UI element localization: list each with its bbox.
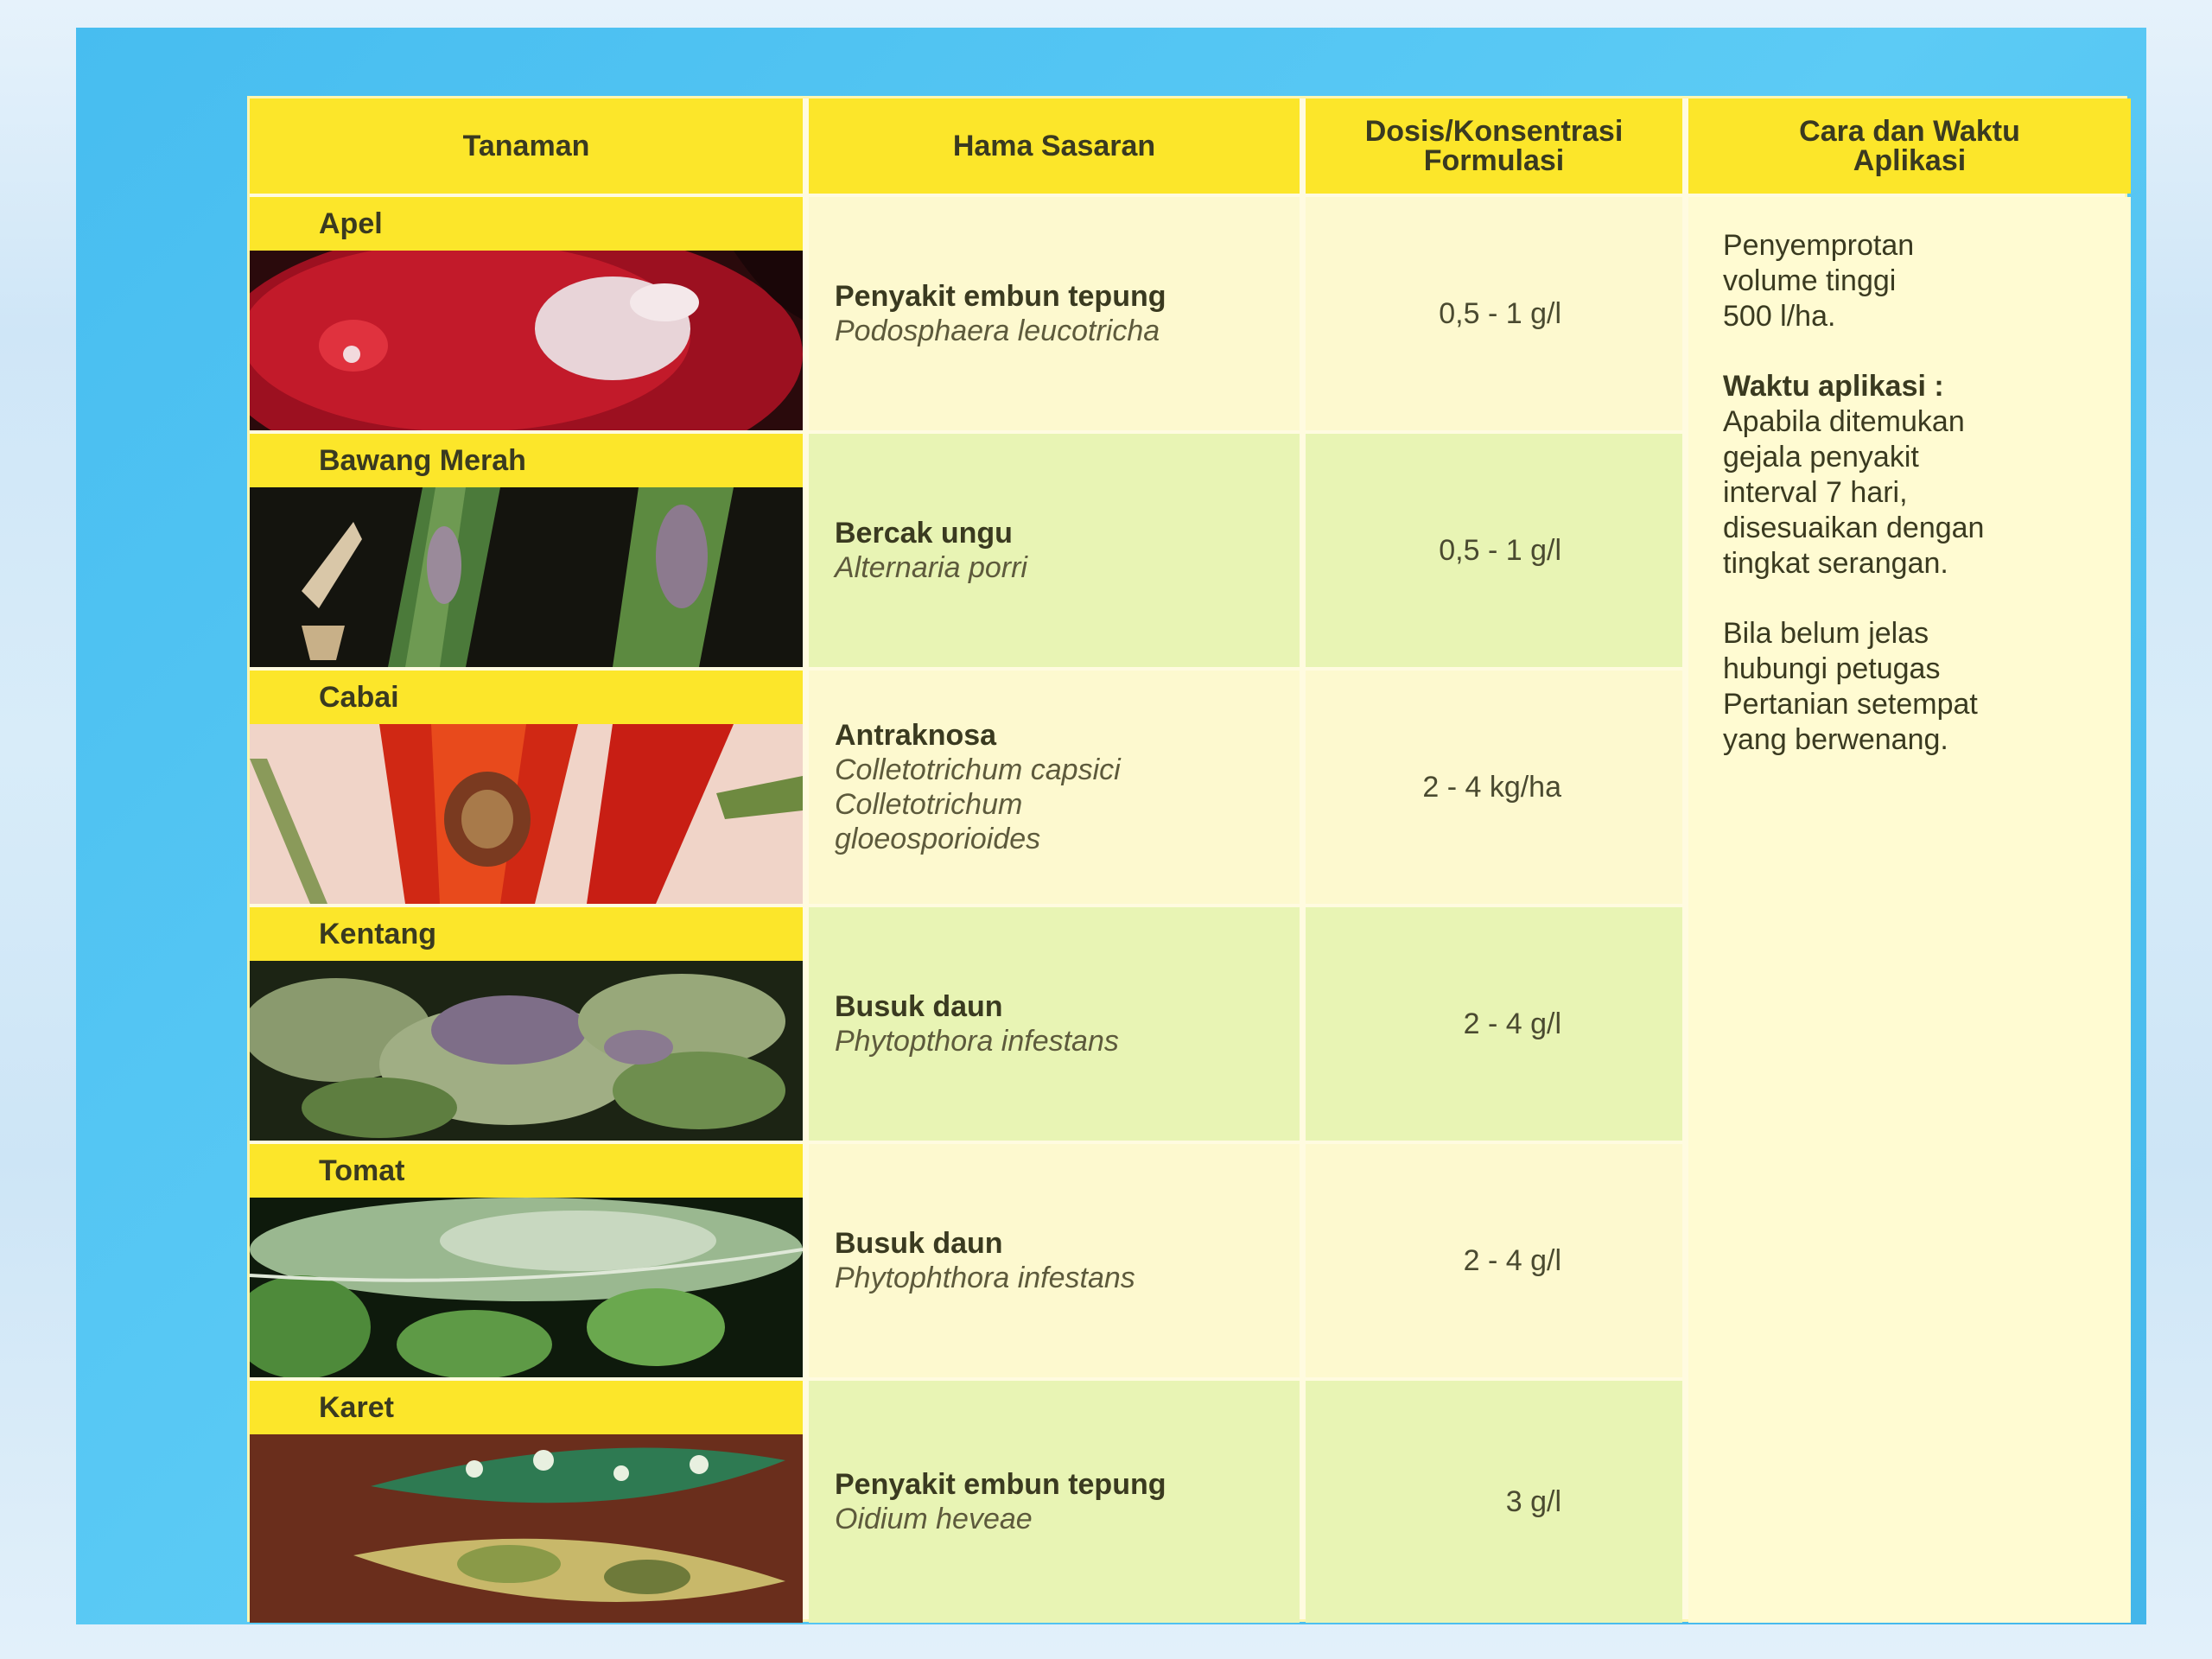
- timing-text: Apabila ditemukan gejala penyakit interval 7 hari, disesuaikan dengan tingkat serangan.: [1723, 405, 1985, 580]
- pest-scientific-name: Colletotrichum capsici: [835, 753, 1121, 786]
- dose-cell: [1306, 671, 1682, 904]
- timing-label: Waktu aplikasi :: [1723, 370, 1944, 403]
- dose-value: 2 - 4 g/l: [1463, 1007, 1561, 1040]
- pesticide-table: [250, 99, 2125, 1619]
- pest-scientific-name: gloeosporioides: [835, 823, 1041, 855]
- pest-cell: [809, 1144, 1300, 1377]
- crop-name: Bawang Merah: [250, 434, 803, 487]
- application-method-cell: [1688, 197, 2131, 1623]
- header-dose: Dosis/Konsentrasi Formulasi: [1306, 99, 1682, 194]
- pest-scientific-name: Alternaria porri: [835, 551, 1027, 584]
- crop-cell-karet: [250, 1381, 803, 1623]
- pest-cell: [809, 1381, 1300, 1623]
- dose-cell: [1306, 1144, 1682, 1377]
- pest-scientific-name: Phytopthora infestans: [835, 1025, 1119, 1058]
- crop-name: Tomat: [250, 1144, 803, 1198]
- rubber-leaf-photo: [250, 1434, 803, 1623]
- slide-frame: [76, 28, 2146, 1624]
- crop-cell-apel: [250, 197, 803, 430]
- pest-scientific-name: Phytophthora infestans: [835, 1262, 1135, 1294]
- pest-cell: [809, 197, 1300, 430]
- dose-value: 3 g/l: [1505, 1484, 1561, 1518]
- pest-common-name: Busuk daun: [835, 990, 1003, 1023]
- pest-scientific-name: Podosphaera leucotricha: [835, 315, 1160, 347]
- pest-common-name: Bercak ungu: [835, 517, 1013, 550]
- dose-cell: [1306, 1381, 1682, 1623]
- crop-cell-cabai: [250, 671, 803, 904]
- dose-value: 2 - 4 kg/ha: [1422, 770, 1561, 804]
- dose-cell: [1306, 907, 1682, 1141]
- apple-photo: [250, 251, 803, 430]
- pest-common-name: Antraknosa: [835, 719, 997, 752]
- header-crop: Tanaman: [250, 99, 803, 194]
- pest-cell: [809, 671, 1300, 904]
- contact-text: Bila belum jelas hubungi petugas Pertanian setempat yang berwenang.: [1723, 617, 1978, 756]
- dose-cell: [1306, 434, 1682, 667]
- dose-value: 0,5 - 1 g/l: [1439, 533, 1561, 567]
- crop-cell-kentang: [250, 907, 803, 1141]
- pest-cell: [809, 907, 1300, 1141]
- tomato-leaf-photo: [250, 1198, 803, 1377]
- header-method: Cara dan Waktu Aplikasi: [1688, 99, 2131, 194]
- pest-scientific-name: Colletotrichum: [835, 788, 1023, 821]
- dose-value: 2 - 4 g/l: [1463, 1243, 1561, 1277]
- pest-common-name: Penyakit embun tepung: [835, 1468, 1166, 1501]
- dose-cell: [1306, 197, 1682, 430]
- pest-common-name: Busuk daun: [835, 1227, 1003, 1260]
- pest-cell: [809, 434, 1300, 667]
- pest-common-name: Penyakit embun tepung: [835, 280, 1166, 313]
- pest-scientific-name: Oidium heveae: [835, 1503, 1033, 1535]
- onion-photo: [250, 487, 803, 667]
- crop-name: Cabai: [250, 671, 803, 724]
- crop-name: Kentang: [250, 907, 803, 961]
- crop-cell-bawang-merah: [250, 434, 803, 667]
- chili-photo: [250, 724, 803, 904]
- potato-leaf-photo: [250, 961, 803, 1141]
- crop-name: Apel: [250, 197, 803, 251]
- crop-cell-tomat: [250, 1144, 803, 1377]
- crop-name: Karet: [250, 1381, 803, 1434]
- dose-value: 0,5 - 1 g/l: [1439, 296, 1561, 330]
- header-pest: Hama Sasaran: [809, 99, 1300, 194]
- spray-instructions: Penyemprotan volume tinggi 500 l/ha.: [1723, 229, 1915, 333]
